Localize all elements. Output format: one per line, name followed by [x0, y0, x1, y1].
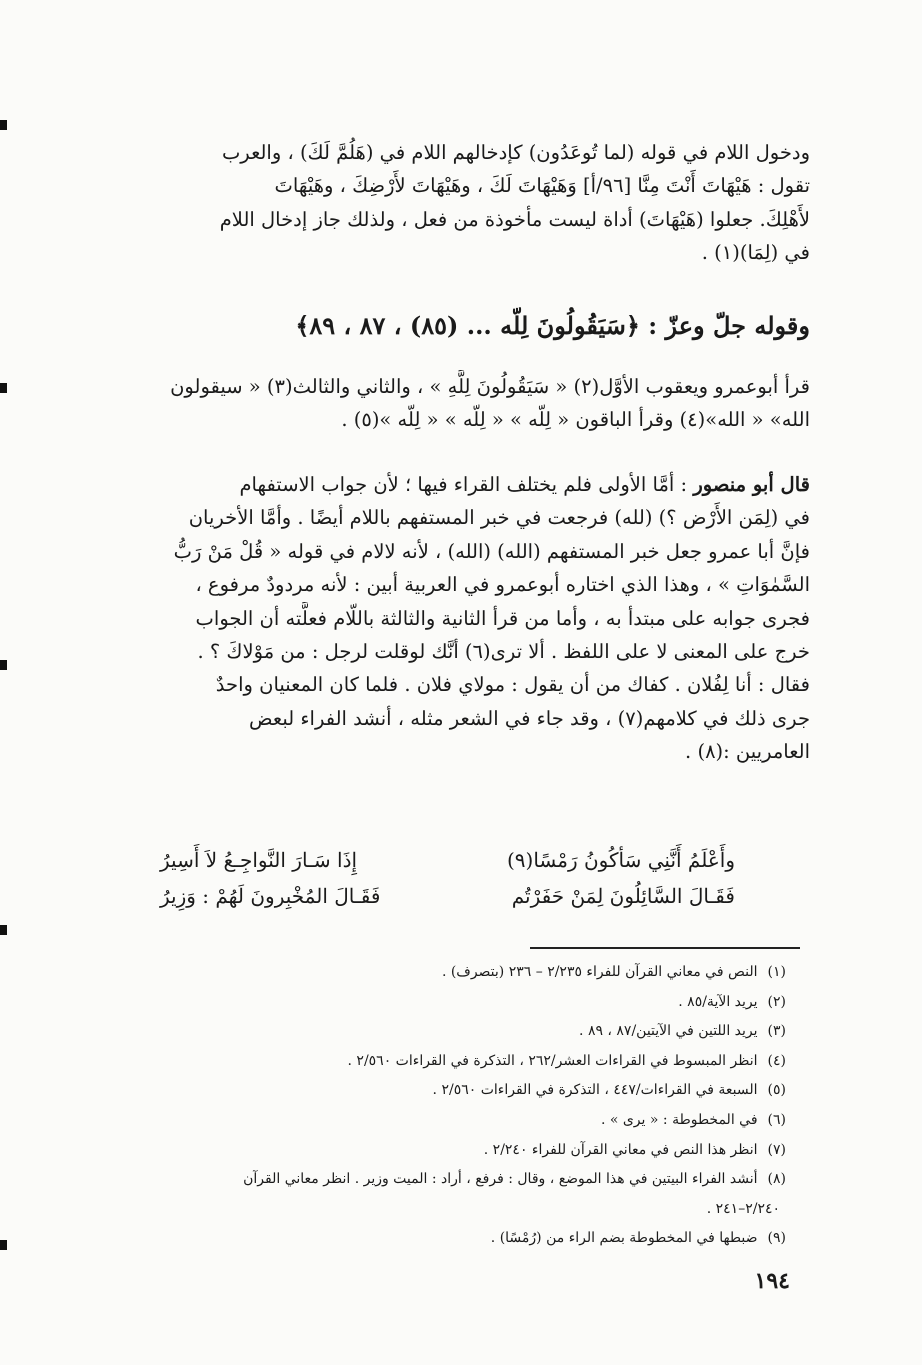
speaker-name: قال أبو منصور	[693, 473, 810, 496]
paragraph-2	[98, 370, 810, 437]
page-number: ١٩٤	[754, 1268, 790, 1294]
text-line: في (لِمَا)(١) .	[701, 241, 810, 265]
footnote	[98, 1165, 786, 1195]
footnote-text: انظر هذا النص في معاني القرآن للفراء ٢/٢٤٠ .	[483, 1141, 758, 1158]
text-line: السَّمٰوَاتِ » ، وهذا الذي اختاره أبوعمرو في العربية أبين : لأنه مردودٌ مرفوع ،	[195, 573, 810, 597]
text-line: العامريين :(٨) .	[685, 740, 810, 764]
text-line: خرج على المعنى لا على اللفظ . ألا ترى(٦) أنَّك لوقلت لرجل : من مَوْلاكَ ؟ .	[197, 640, 810, 664]
footnote	[98, 988, 786, 1018]
hemistich-second: فَقَـالَ المُخْبِرونَ لَهُمْ : وَزِيرُ	[160, 884, 381, 908]
text-line: لأَهْلِكَ. جعلوا (هَيْهَاتَ) أداة ليست مأخوذة من فعل ، ولذلك جاز إدخال اللام	[219, 207, 810, 231]
footnote-text: ضبطها في المخطوطة بضم الراء من (رُمْسًا) .	[490, 1230, 758, 1247]
paragraph-3	[98, 468, 810, 769]
hemistich-second: إِذَا سَـارَ النَّواجِـعُ لاَ أَسِيرُ	[160, 848, 358, 872]
footnote-divider	[530, 947, 800, 949]
text-line: ودخول اللام في قوله (لما تُوعَدُون) كإدخالهم اللام في (هَلُمَّ لَكَ) ، والعرب	[221, 141, 810, 164]
footnote	[98, 958, 786, 988]
footnote-text: في المخطوطة : « يرى » .	[600, 1111, 758, 1128]
margin-mark	[0, 383, 7, 393]
footnote	[98, 1017, 786, 1047]
footnote-text: انظر المبسوط في القراءات العشر/٢٦٢ ، التذكرة في القراءات ٢/٥٦٠ .	[347, 1052, 758, 1069]
footnote-number: (٤)	[767, 1052, 786, 1069]
text-line: قرأ أبوعمرو ويعقوب الأوَّل(٢) « سَيَقُولُونَ لِلَّهِ » ، والثاني والثالث(٣) « سيقولون	[170, 375, 810, 398]
footnote	[98, 1076, 786, 1106]
text-line: تقول : هَيْهَاتَ أَنْتَ مِنَّا [٩٦/أ] وَهَيْهَاتَ لَكَ ، وهَيْهَاتَ لأَرْضِكَ ، وهَيْهَاتَ	[274, 174, 810, 198]
footnote	[98, 1047, 786, 1077]
text-line: فقال : أنا لِفُلان . كفاك من أن يقول : مولاي فلان . فلما كان المعنيان واحدٌ	[215, 673, 810, 697]
footnote-number: (٨)	[767, 1171, 786, 1188]
poem-verse	[160, 878, 735, 914]
footnotes	[98, 958, 786, 1254]
footnote-text: النص في معاني القرآن للفراء ٢/٢٣٥ – ٢٣٦ (بتصرف) .	[441, 964, 758, 980]
text-line: جرى ذلك في كلامهم(٧) ، وقد جاء في الشعر مثله ، أنشد الفراء لبعض	[249, 706, 810, 730]
verse-heading: وقوله جلّ وعزّ : ﴿سَيَقُولُونَ لِلّه ... (٨٥) ، ٨٧ ، ٨٩﴾	[295, 311, 810, 340]
footnote-text: أنشد الفراء البيتين في هذا الموضع ، وقال : فرفع ، أراد : الميت وزير . انظر معاني القرآن	[243, 1171, 758, 1188]
poem-verse	[160, 842, 735, 878]
poem	[160, 842, 735, 914]
footnote	[98, 1106, 786, 1136]
hemistich-first: فَقَـالَ السَّائِلُونَ لِمَنْ حَفَرْتُم	[511, 884, 735, 908]
margin-mark	[0, 925, 7, 935]
footnote-text: السبعة في القراءات/٤٤٧ ، التذكرة في القراءات ٢/٥٦٠ .	[432, 1082, 758, 1099]
footnote-number: (٦)	[767, 1111, 786, 1128]
footnote-number: (١)	[767, 964, 786, 980]
footnote-text: يريد اللتين في الآيتين/٨٧ ، ٨٩ .	[579, 1023, 758, 1040]
text-line: فإنَّ أبا عمرو جعل خبر المستفهم (الله) (الله) ، لأنه لالام في قوله « قُلْ مَنْ رَبُّ	[173, 539, 810, 563]
text-line: الله» « الله»(٤) وقرأ الباقون « لِلّه » « لِلّه » « لِلّه »(٥) .	[341, 408, 810, 432]
hemistich-first: وأَعْلَمُ أَنَّنِي سَأكُونُ رَمْسًا(٩)	[506, 848, 735, 872]
footnote	[98, 1224, 786, 1254]
margin-mark	[0, 120, 7, 130]
text-line: في (لِمَن الأَرْض ؟) (لله) فرجعت في خبر المستفهم باللام أيضًا . وأمَّا الأخريان	[188, 506, 810, 530]
text-line	[98, 468, 810, 501]
footnote-number: (٢)	[767, 993, 786, 1010]
text-line: فجرى جوابه على مبتدأ به ، وأما من قرأ الثانية والثالثة باللّام فعلَّته أن الجواب	[195, 606, 810, 630]
footnote-number: (٧)	[767, 1141, 786, 1158]
footnote-continuation: ٢/٢٤٠–٢٤١ .	[706, 1200, 780, 1217]
footnote-text: يريد الآية/٨٥ .	[678, 993, 758, 1010]
footnote	[98, 1136, 786, 1166]
footnote-number: (٥)	[767, 1082, 786, 1099]
footnote-number: (٩)	[767, 1230, 786, 1247]
margin-mark	[0, 1240, 7, 1250]
paragraph-1	[98, 136, 810, 270]
footnote-number: (٣)	[767, 1023, 786, 1040]
text-run: : أمَّا الأولى فلم يختلف القراء فيها ؛ لأن جواب الاستفهام	[239, 473, 694, 496]
margin-mark	[0, 660, 7, 670]
